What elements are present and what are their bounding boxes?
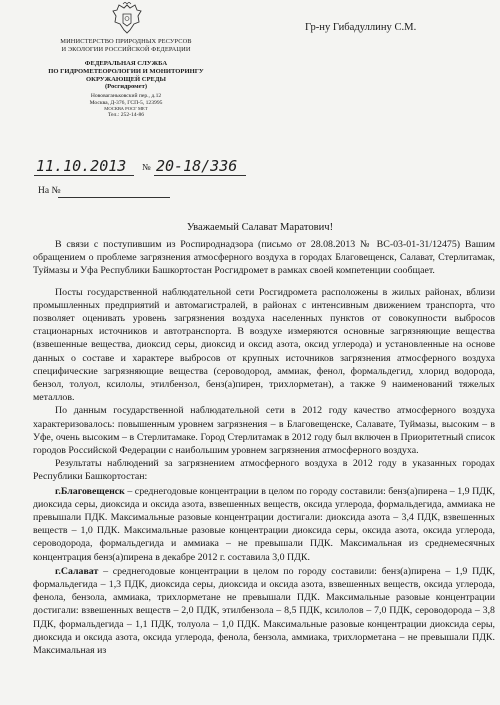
phone: Тел.: 252-14-86 [107, 111, 145, 118]
paragraph-2: Посты государственной наблюдательной сети Росгидромета расположены в жилых районах, вблизи промышленных предприятий и автомагистралей, в районах с интенсивным движением транспорта, что позволяет оценивать уровень загрязнения воздуха населенных пунктов от совокупности выбросов стационарных источников и автотранспорта. В воздухе измеряются основные загрязняющие вещества (взвешенные вещества, диоксид серы, диоксид и оксид азота, оксид углерода) и установленные на основе данных о составе и характере выбросов от крупных источников загрязнения атмосферного воздуха специфические загрязняющие вещества (сероводород, аммиак, фенол, формальдегид, хлорид водорода, бензол, толуол, ксилолы, этилбензол, бенз(а)пирен, трихлорметан), а также 9 наименований тяжелых металлов. [33, 286, 495, 404]
registration-line [34, 157, 254, 179]
city-name-2: г.Салават [55, 565, 99, 577]
paragraph-3: По данным государственной наблюдательной сети в 2012 году качество атмосферного воздуха характеризовалось: повышенным уровнем загрязнения – в Благовещенске, Салавате, Туймазы, высоким – в Уфе, очень высоким – в Стерлитамаке. Город Стерлитамак в 2012 году был включен в Приоритетный список городов Российской Федерации с наибольшим уровнем загрязнения атмосферного воздуха. [33, 405, 495, 457]
city-name-1: г.Благовещенск [55, 485, 125, 497]
date-underline [34, 175, 134, 176]
letter-number: 20-18/336 [156, 157, 238, 175]
service-line-2: ПО ГИДРОМЕТЕОРОЛОГИИ И МОНИТОРИНГУ [48, 67, 204, 75]
letterhead [40, 38, 212, 118]
number-label: № [142, 162, 151, 172]
reference-line [38, 186, 188, 196]
number-underline [154, 175, 246, 176]
letter-body [33, 238, 495, 657]
city-blagoveshchensk [33, 485, 495, 564]
reference-label: На № [38, 186, 61, 196]
letter-date: 11.10.2013 [36, 157, 127, 175]
reference-underline [58, 197, 170, 198]
ministry-line-2: И ЭКОЛОГИИ РОССИЙСКОЙ ФЕДЕРАЦИИ [61, 45, 191, 53]
coat-of-arms-icon [112, 2, 142, 34]
service-line-3: ОКРУЖАЮЩЕЙ СРЕДЫ [86, 75, 166, 83]
addressee: Гр-ну Гибадуллину С.М. [305, 22, 417, 33]
ministry-line-1: МИНИСТЕРСТВО ПРИРОДНЫХ РЕСУРСОВ [60, 38, 192, 45]
paragraph-1: В связи с поступившим из Роспироднадзора (письмо от 28.08.2013 № ВС-03-01-31/12475) Вашим обращением о проблеме загрязнения атмосферного воздуха в городах Благовещенск, Салават, Стерлитамак, Туймазы и Уфа Республики Башкортостан Росгидромет в рамках своей компетенции сообщает. [33, 239, 495, 277]
address-line-1: Нововаганьковский пер., д.12 [90, 93, 162, 100]
city-text-2: – среднегодовые концентрации в целом по городу составили: бенз(а)пирена – 1,9 ПДК, формальдегида – 1,3 ПДК, диоксида серы, диоксида и оксида азота, взвешенных веществ, оксида углерода, фенола, бензола, аммиака, трихлорметане не превышали ПДК. Максимальные разовые концентрации достигали: взвешенных веществ – 2,0 ПДК, этилбензола – 8,5 ПДК, ксилолов – 7,0 ПДК, сероводорода – 3,8 ПДК, формальдегида – 1,1 ПДК, толуола – 1,0 ПДК. Максимальные разовые концентрации диоксида серы, диоксида и оксида азота, оксида углерода, фенола, бензола, аммиака, трихлорметана – не превышали ПДК. Максимальная из [33, 565, 495, 657]
service-line-1: ФЕДЕРАЛЬНАЯ СЛУЖБА [84, 60, 168, 68]
service-short-name: (Росгидромет) [104, 83, 148, 91]
greeting: Уважаемый Салават Маратович! [186, 222, 334, 233]
city-salavat [33, 565, 495, 657]
address-line-2: Москва, Д-376, ГСП-5, 123995 [89, 99, 163, 106]
paragraph-4: Результаты наблюдений за загрязнением атмосферного воздуха в 2012 году в указанных городах Республики Башкортостан: [33, 458, 495, 483]
address-line-3: МОСКВА РОСГ МЕТ [104, 106, 148, 112]
city-text-1: – среднегодовые концентрации в целом по городу составили: бенз(а)пирена – 1,9 ПДК, диоксида серы, диоксида и оксида азота, взвешенных веществ, оксида углерода, формальдегида, аммиака не превышали ПДК. Максимальные разовые концентрации достигали: диоксида азота – 3,4 ПДК, взвешенных веществ – 1,0 ПДК. Максимальные разовые концентрации диоксида серы, оксида азота, оксида углерода, сероводорода, формальдегида и аммиака – не превышали ПДК. Максимальная из среднемесячных концентрация бенз(а)пирена в декабре 2012 г. составила 3,0 ПДК. [33, 485, 495, 563]
